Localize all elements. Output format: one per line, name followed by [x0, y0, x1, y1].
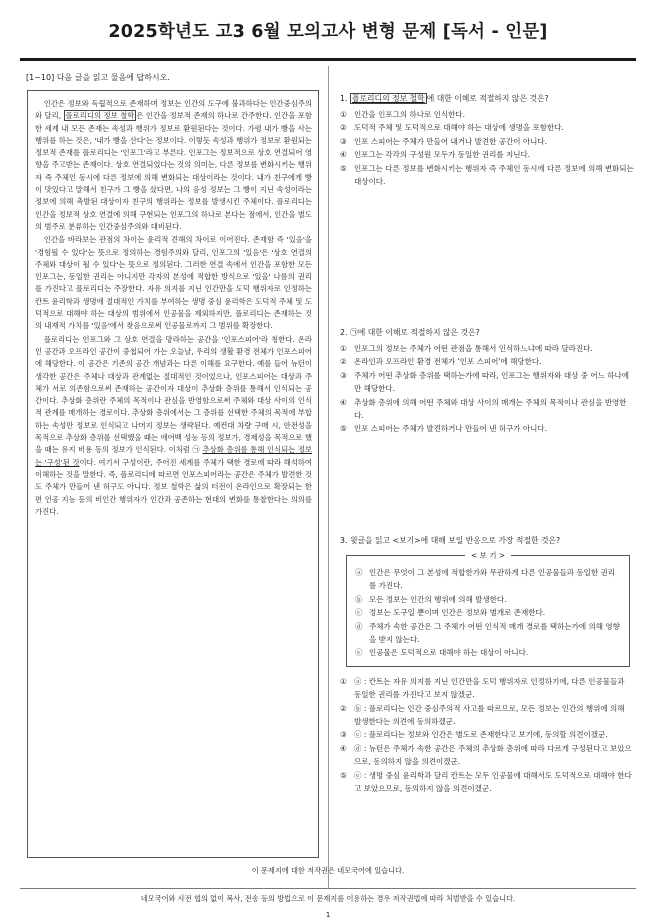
question-number: 2.	[340, 328, 348, 337]
option[interactable]	[340, 355, 634, 368]
option-mark: ④	[340, 743, 347, 753]
option-text: 인포그는 다른 정보를 변화시키는 행위자 즉 주체인 동시에 다른 정보에 의해 변화되는 대상이다.	[354, 163, 634, 187]
option-mark: ②	[340, 357, 347, 367]
option-text: 인포 스피어는 주체가 발견하거나 만들어 낸 허구가 아니다.	[354, 424, 547, 434]
passage-paragraph-3	[35, 334, 312, 518]
option-mark: ⑤	[340, 770, 347, 780]
bogi-item	[355, 566, 621, 593]
option-text: 주체가 어떤 추상화 층위를 택하는가에 따라, 인포그는 행위자와 대상 중 어느 하나에만 해당한다.	[354, 370, 629, 394]
question-stem-text: ㉠에 대한 이해로 적절하지 않은 것은?	[349, 328, 480, 337]
option-text: ⓓ : 뉴턴은 주체가 속한 공간은 주체의 추상화 층위에 따라 다르게 구성된다고 보았으므로, 동의하지 않을 의견이겠군.	[354, 743, 632, 767]
question-stem	[340, 326, 634, 339]
option-mark: ④	[340, 150, 347, 160]
option-mark: ③	[340, 136, 347, 146]
option-list	[340, 342, 634, 436]
bogi-text: 주체가 속한 공간은 그 주체가 어떤 인식적 매개 경로를 택하는가에 의해 영향을 받지 않는다.	[369, 621, 620, 645]
bogi-label-text: < 보 기 >	[465, 551, 511, 560]
question-stem-text: 윗글을 읽고 <보기>에 대해 보일 반응으로 가장 적절한 것은?	[349, 536, 561, 545]
option-text: ⓔ : 생명 중심 윤리학과 달리 칸트는 모두 인공물에 대해서도 도덕적으로 대해야 한다고 보았으므로, 동의하지 않을 의견이겠군.	[354, 770, 632, 794]
question-1	[340, 92, 634, 188]
bogi-item	[355, 606, 621, 619]
passage-paragraph-2: 인간을 바라보는 관점의 차이는 윤리적 견해의 차이로 이어진다. 존재함 즉 '있음'을 '경험될 수 있다'는 뜻으로 정의하는 경험주의와 달리, 인포그의 '있음'은 '상호 연결의 주체와 대상이 될 수 있다'는 뜻으로 정의된다. 그러한 연결 속에서 인간을 포함한 모든 인포그는, 동일한 권리는 아니지만 각자의 본성에 적합한 방식으로 '있을' 나름의 권리를 가진다고 플로리디는 주장한다. 자유 의지를 지닌 인간만을 도덕 행위자로 인정하는 칸트 윤리학과 생명에 절대적인 가치를 부여하는 생명 중심 윤리학은 도덕적 주체 및 도덕적으로 대해야 하는 대상의 범위에서 인공물을 제외하지만, 플로리디는 존재하는 것의 내재적 가치를 '있음'에서 찾음으로써 인공물로까지 그 범위를 확장한다.	[35, 235, 312, 331]
option-mark: ①	[340, 344, 347, 353]
passage-text: 인간은 정보와 독립적으로 존재하며 정보는 인간의 도구에 불과하다는 인간중심주의와 달리,	[35, 99, 312, 121]
option-mark: ②	[340, 123, 347, 133]
option-mark: ③	[340, 370, 347, 380]
option-mark: ⑤	[340, 163, 347, 173]
bogi-label	[347, 550, 629, 561]
option-mark: ③	[340, 730, 347, 740]
title-divider	[20, 58, 636, 61]
option-text: ⓐ : 칸트는 자유 의지를 지닌 인간만을 도덕 행위자로 인정하기에, 다른 인공물들과 동일한 권리를 가진다고 보지 않겠군.	[354, 676, 625, 700]
bogi-text: 인간은 무엇이 그 본성에 적합한가와 무관하게 다른 인공물들과 동일한 권리를 가진다.	[369, 568, 616, 591]
option-mark: ④	[340, 397, 347, 407]
column-divider	[328, 66, 329, 888]
question-stem-text: 에 대한 이해로 적절하지 않은 것은?	[426, 94, 549, 103]
option-text: 인포그는 각각의 구성원 모두가 동일한 권리를 지닌다.	[354, 150, 531, 160]
passage-text: 이다. 여기서 구성이란, 주어진 세계를 주체가 택한 경로에 따라 해석하여 이해하는 것을 말한다. 즉, 플로리디에 따르면 인포스피어라는 공간은 주체가 발견한 것도 주체가 만들어 낸 허구도 아니다. 정보 철학은 삶의 터전이 온라인으로 확장되는 한편 인공 지능 등의 비인간 행위자가 인간과 공존하는 현대의 변화를 통찰한다는 의의를 가진다.	[35, 457, 312, 516]
bogi-mark: ⓐ	[355, 568, 363, 577]
bogi-text: 인공물은 도덕적으로 대해야 하는 대상이 아니다.	[369, 648, 529, 658]
copyright-notice: 이 문제지에 대한 저작권은 네모국어에 있습니다.	[251, 866, 405, 875]
option-text: 인간을 인포그의 하나로 인식한다.	[354, 110, 465, 119]
option-text: 도덕적 주체 및 도덕적으로 대해야 하는 대상에 생명을 포함한다.	[354, 123, 564, 133]
instruction: [1~10] 다음 글을 읽고 물음에 답하시오.	[26, 73, 170, 82]
option[interactable]	[340, 108, 634, 121]
option-text: ⓒ : 플로리디는 정보와 인간은 별도로 존재한다고 보기에, 동의할 의견이겠군.	[354, 730, 608, 740]
bogi-text: 모든 정보는 인간의 행위에 의해 발생한다.	[369, 594, 507, 604]
bogi-item	[355, 646, 621, 659]
question-2	[340, 326, 634, 436]
option-list	[340, 675, 634, 796]
option-mark: ①	[340, 676, 347, 686]
footer-divider	[20, 888, 636, 889]
bogi-text: 정보는 도구일 뿐이며 인간은 정보와 별개로 존재한다.	[369, 608, 546, 618]
question-number: 3.	[340, 536, 348, 545]
page-title: 2025학년도 고3 6월 모의고사 변형 문제 [독서 - 인문]	[108, 22, 548, 42]
passage-paragraph-1	[35, 98, 312, 233]
bogi-mark: ⓓ	[355, 621, 363, 631]
question-stem	[340, 92, 634, 105]
option[interactable]	[340, 162, 634, 189]
option[interactable]	[340, 148, 634, 161]
option[interactable]	[340, 369, 634, 396]
option[interactable]	[340, 121, 634, 134]
option[interactable]	[340, 742, 634, 769]
underlined-phrase: 추상화 층위를 통해 인식되는 정보는 '구성'된 것	[35, 445, 313, 467]
option[interactable]	[340, 342, 634, 355]
question-3	[340, 534, 634, 796]
option-mark: ②	[340, 703, 347, 713]
option-mark: ①	[340, 110, 347, 119]
copyright-warning: 네모국어와 사전 협의 없이 복사, 전송 등의 방법으로 이 문제지를 이용하는 경우 저작권법에 따라 처벌받을 수 있습니다.	[140, 894, 516, 903]
bogi-mark: ⓑ	[355, 594, 363, 604]
option[interactable]	[340, 135, 634, 148]
option[interactable]	[340, 422, 634, 435]
option-text: 인포 스피어는 주체가 만들어 내거나 발견한 공간이 아니다.	[354, 136, 547, 146]
question-stem	[340, 534, 634, 547]
bogi-item	[355, 593, 621, 606]
bogi-box	[346, 551, 630, 667]
boxed-term: 플로리디의 정보 철학	[65, 111, 135, 121]
option[interactable]	[340, 675, 634, 702]
option-text: 온라인과 오프라인 환경 전체가 '인포 스피어'에 해당한다.	[354, 357, 542, 367]
option-text: ⓑ : 플로리디는 인간 중심주의적 사고를 따르므로, 모든 정보는 인간의 행위에 의해 발생한다는 의견에 동의하겠군.	[354, 703, 625, 727]
passage-text: 은 인간을 정보적 존재의 하나로 간주한다. 인간을 포함한 세계 내 모든 존재는 속성과 행위가 정보로 환원된다는 것이다. 가령 내가 빵을 사는 행위를 하는 것은, '내가 빵을 산다'는 정보이다. 이렇듯 속성과 행위가 정보로 환원되는 정보적 존재를 플로리디는 '인포그'라고 부른다. 인포그는 정보적으로 상호 연결되어 영향을 주고받는 존재이다. 상호 연결되었다는 것의 의미는, 다른 정보를 변화시키는 행위자 즉 주체인 동시에 다른 정보에 의해 변화되는 대상이라는 것이다. 내가 친구에게 빵이 맛있다고 말해서 친구가 그 빵을 샀다면, 나의 음성 정보는 그 빵이 지닌 속성이라는 정보에 의해 촉발된 대상이자 친구의 행위라는 정보를 발생시킨 주체이다. 플로리디는 인간을 정보적 상호 연결에 의해 구현되는 인포그의 하나로 본다는 점에서, 인간을 별도의 범주로 분류하는 인간중심주의와 대비된다.	[35, 111, 312, 231]
bogi-mark: ⓔ	[355, 648, 363, 658]
bogi-item	[355, 620, 621, 647]
option[interactable]	[340, 769, 634, 796]
option-list	[340, 108, 634, 188]
question-target-term: 플로리디의 정보 철학	[351, 94, 425, 103]
question-number: 1.	[340, 94, 348, 103]
option-mark: ⑤	[340, 424, 347, 434]
bogi-mark: ⓒ	[355, 608, 363, 618]
option-text: 인포그의 정보는 주체가 어떤 관점을 통해서 인식하느냐에 따라 달라진다.	[354, 344, 593, 353]
option-text: 추상화 층위에 의해 어떤 주체와 대상 사이의 매개는 주체의 목적이나 관심을 반영한다.	[354, 397, 627, 421]
option[interactable]	[340, 396, 634, 423]
page-number: 1	[325, 910, 331, 919]
option[interactable]	[340, 702, 634, 729]
passage-text: 플로리디는 인포그와 그 상호 연결을 망라하는 공간을 '인포스피어'라 칭한다. 온라인 공간과 오프라인 공간이 중첩되어 가는 오늘날, 우리의 생활 환경 전체가 인포스피어에 해당한다. 이 공간은 기존의 공간 개념과는 다른 이해를 요구한다. 예를 들어 뉴턴이 생각한 공간은 주체나 대상과 관계없는 절대적인 것이었으나, 인포스피어는 대상과 주체가 서로 의존함으로써 존재하는 공간이자 대상이 추상화 층위를 통해서 인식되는 공간이다. 추상화 층위란 주체의 목적이나 관심을 반영함으로써 주체와 대상 사이의 인식적 관계를 매개하는 경로이다. 추상화 층위에서는 그 층위를 선택한 주체의 목적에 부합하는 속성만 정보로 인식되고 나머지 정보는 생략된다. 예컨대 차량 구매 시, 안전성을 목적으로 추상화 층위를 선택했을 때는 에어백 성능 등의 정보가, 경제성을 목적으로 했을 때는 유지 비용 등의 정보가 인식된다. 이처럼 ㉠	[35, 334, 312, 455]
option[interactable]	[340, 728, 634, 741]
reading-passage	[27, 90, 319, 858]
